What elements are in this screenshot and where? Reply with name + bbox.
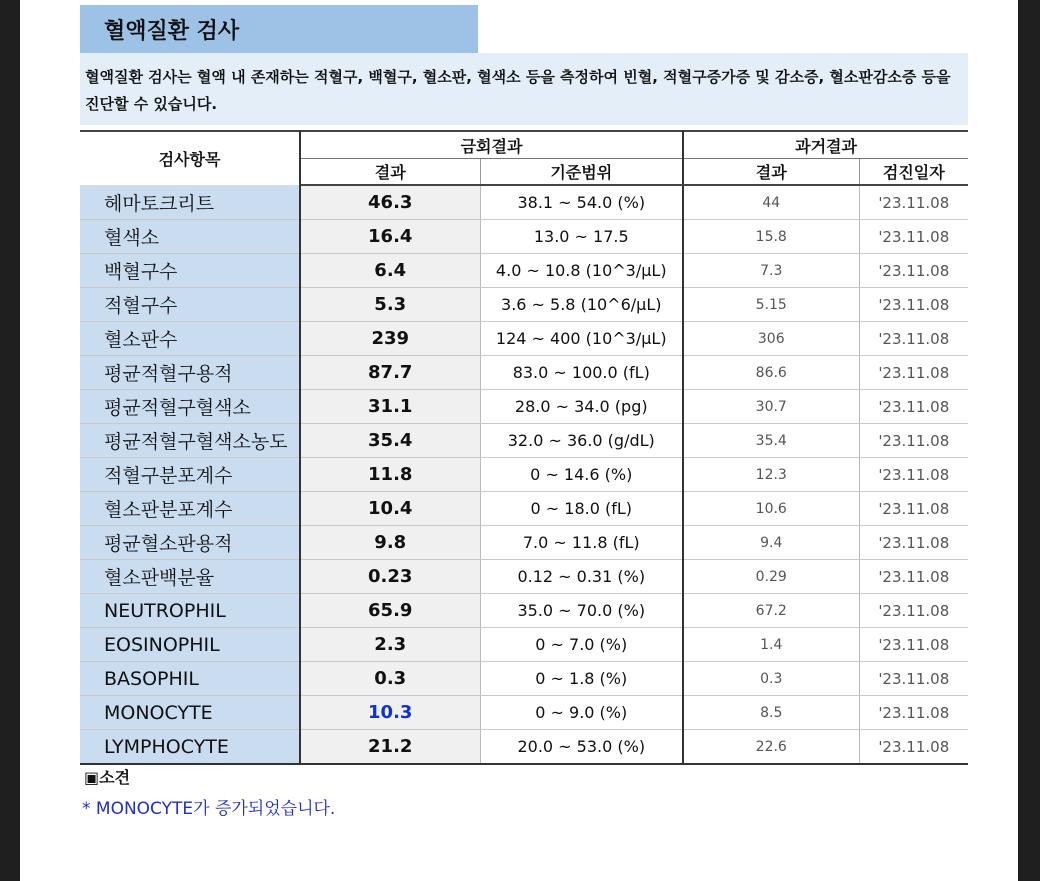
table-row xyxy=(80,526,968,560)
row-past-result: 9.4 xyxy=(683,526,859,560)
row-reference: 35.0 ~ 70.0 (%) xyxy=(480,594,683,628)
row-reference: 83.0 ~ 100.0 (fL) xyxy=(480,356,683,390)
row-exam-date: '23.11.08 xyxy=(859,662,968,696)
row-name: 혈소판분포계수 xyxy=(80,492,300,526)
row-result: 46.3 xyxy=(300,185,480,220)
row-past-result: 15.8 xyxy=(683,220,859,254)
row-result: 9.8 xyxy=(300,526,480,560)
row-result: 21.2 xyxy=(300,730,480,765)
row-past-result: 67.2 xyxy=(683,594,859,628)
row-past-result: 0.29 xyxy=(683,560,859,594)
row-reference: 0 ~ 7.0 (%) xyxy=(480,628,683,662)
table-row xyxy=(80,458,968,492)
row-exam-date: '23.11.08 xyxy=(859,628,968,662)
row-reference: 0 ~ 18.0 (fL) xyxy=(480,492,683,526)
row-reference: 28.0 ~ 34.0 (pg) xyxy=(480,390,683,424)
row-exam-date: '23.11.08 xyxy=(859,696,968,730)
row-past-result: 22.6 xyxy=(683,730,859,765)
row-result: 35.4 xyxy=(300,424,480,458)
row-exam-date: '23.11.08 xyxy=(859,492,968,526)
section-title: 혈액질환 검사 xyxy=(104,19,240,44)
row-name: 혈소판수 xyxy=(80,322,300,356)
row-exam-date: '23.11.08 xyxy=(859,185,968,220)
row-past-result: 7.3 xyxy=(683,254,859,288)
row-name: 적혈구분포계수 xyxy=(80,458,300,492)
row-name: LYMPHOCYTE xyxy=(80,730,300,765)
row-result: 10.4 xyxy=(300,492,480,526)
remarks-title: ▣소견 xyxy=(84,768,131,787)
row-past-result: 8.5 xyxy=(683,696,859,730)
row-reference: 124 ~ 400 (10^3/μL) xyxy=(480,322,683,356)
row-past-result: 35.4 xyxy=(683,424,859,458)
row-result: 2.3 xyxy=(300,628,480,662)
row-exam-date: '23.11.08 xyxy=(859,356,968,390)
row-past-result: 1.4 xyxy=(683,628,859,662)
row-exam-date: '23.11.08 xyxy=(859,526,968,560)
header-past-group: 과거결과 xyxy=(683,131,968,159)
table-row xyxy=(80,288,968,322)
table-row xyxy=(80,424,968,458)
row-reference: 0 ~ 1.8 (%) xyxy=(480,662,683,696)
row-reference: 13.0 ~ 17.5 xyxy=(480,220,683,254)
table-row xyxy=(80,560,968,594)
row-exam-date: '23.11.08 xyxy=(859,390,968,424)
header-reference: 기준범위 xyxy=(480,159,683,186)
row-reference: 0.12 ~ 0.31 (%) xyxy=(480,560,683,594)
row-reference: 4.0 ~ 10.8 (10^3/μL) xyxy=(480,254,683,288)
row-exam-date: '23.11.08 xyxy=(859,322,968,356)
row-result: 10.3 xyxy=(300,696,480,730)
row-result: 239 xyxy=(300,322,480,356)
row-reference: 3.6 ~ 5.8 (10^6/μL) xyxy=(480,288,683,322)
row-past-result: 44 xyxy=(683,185,859,220)
row-reference: 38.1 ~ 54.0 (%) xyxy=(480,185,683,220)
table-row xyxy=(80,492,968,526)
row-result: 6.4 xyxy=(300,254,480,288)
header-current-group: 금회결과 xyxy=(300,131,683,159)
row-name: 혈소판백분율 xyxy=(80,560,300,594)
row-reference: 0 ~ 14.6 (%) xyxy=(480,458,683,492)
table-row xyxy=(80,356,968,390)
row-name: 백혈구수 xyxy=(80,254,300,288)
row-name: 평균적혈구혈색소농도 xyxy=(80,424,300,458)
table-row xyxy=(80,322,968,356)
table-row xyxy=(80,220,968,254)
section-title-bar xyxy=(80,5,478,53)
row-reference: 7.0 ~ 11.8 (fL) xyxy=(480,526,683,560)
row-reference: 20.0 ~ 53.0 (%) xyxy=(480,730,683,765)
header-past-result: 결과 xyxy=(683,159,859,186)
table-row xyxy=(80,254,968,288)
row-exam-date: '23.11.08 xyxy=(859,730,968,765)
row-past-result: 5.15 xyxy=(683,288,859,322)
row-name: 적혈구수 xyxy=(80,288,300,322)
table-row xyxy=(80,696,968,730)
section-description: 혈액질환 검사는 혈액 내 존재하는 적혈구, 백혈구, 혈소판, 혈색소 등을 측정하여 빈혈, 적혈구증가증 및 감소증, 혈소판감소증 등을 진단할 수 있습니다. xyxy=(80,53,968,125)
header-exam-date: 검진일자 xyxy=(859,159,968,186)
row-name: NEUTROPHIL xyxy=(80,594,300,628)
row-past-result: 30.7 xyxy=(683,390,859,424)
row-past-result: 306 xyxy=(683,322,859,356)
report-page xyxy=(20,0,1018,881)
row-reference: 32.0 ~ 36.0 (g/dL) xyxy=(480,424,683,458)
row-name: BASOPHIL xyxy=(80,662,300,696)
row-past-result: 12.3 xyxy=(683,458,859,492)
row-reference: 0 ~ 9.0 (%) xyxy=(480,696,683,730)
table-row xyxy=(80,628,968,662)
row-name: 평균혈소판용적 xyxy=(80,526,300,560)
row-result: 0.3 xyxy=(300,662,480,696)
row-exam-date: '23.11.08 xyxy=(859,220,968,254)
row-result: 87.7 xyxy=(300,356,480,390)
row-past-result: 10.6 xyxy=(683,492,859,526)
row-exam-date: '23.11.08 xyxy=(859,560,968,594)
row-name: EOSINOPHIL xyxy=(80,628,300,662)
remarks-text: * MONOCYTE가 증가되었습니다. xyxy=(82,799,336,819)
row-exam-date: '23.11.08 xyxy=(859,424,968,458)
row-name: MONOCYTE xyxy=(80,696,300,730)
row-result: 16.4 xyxy=(300,220,480,254)
row-name: 혈색소 xyxy=(80,220,300,254)
row-exam-date: '23.11.08 xyxy=(859,458,968,492)
table-row xyxy=(80,185,968,220)
table-row xyxy=(80,730,968,765)
blood-test-table xyxy=(80,130,968,765)
table-row xyxy=(80,594,968,628)
row-result: 11.8 xyxy=(300,458,480,492)
row-past-result: 86.6 xyxy=(683,356,859,390)
row-result: 0.23 xyxy=(300,560,480,594)
table-row xyxy=(80,662,968,696)
header-result: 결과 xyxy=(300,159,480,186)
row-name: 헤마토크리트 xyxy=(80,185,300,220)
row-past-result: 0.3 xyxy=(683,662,859,696)
row-result: 65.9 xyxy=(300,594,480,628)
row-exam-date: '23.11.08 xyxy=(859,254,968,288)
row-result: 31.1 xyxy=(300,390,480,424)
row-result: 5.3 xyxy=(300,288,480,322)
row-name: 평균적혈구용적 xyxy=(80,356,300,390)
header-item: 검사항목 xyxy=(80,131,300,185)
row-name: 평균적혈구혈색소 xyxy=(80,390,300,424)
row-exam-date: '23.11.08 xyxy=(859,594,968,628)
table-row xyxy=(80,390,968,424)
row-exam-date: '23.11.08 xyxy=(859,288,968,322)
